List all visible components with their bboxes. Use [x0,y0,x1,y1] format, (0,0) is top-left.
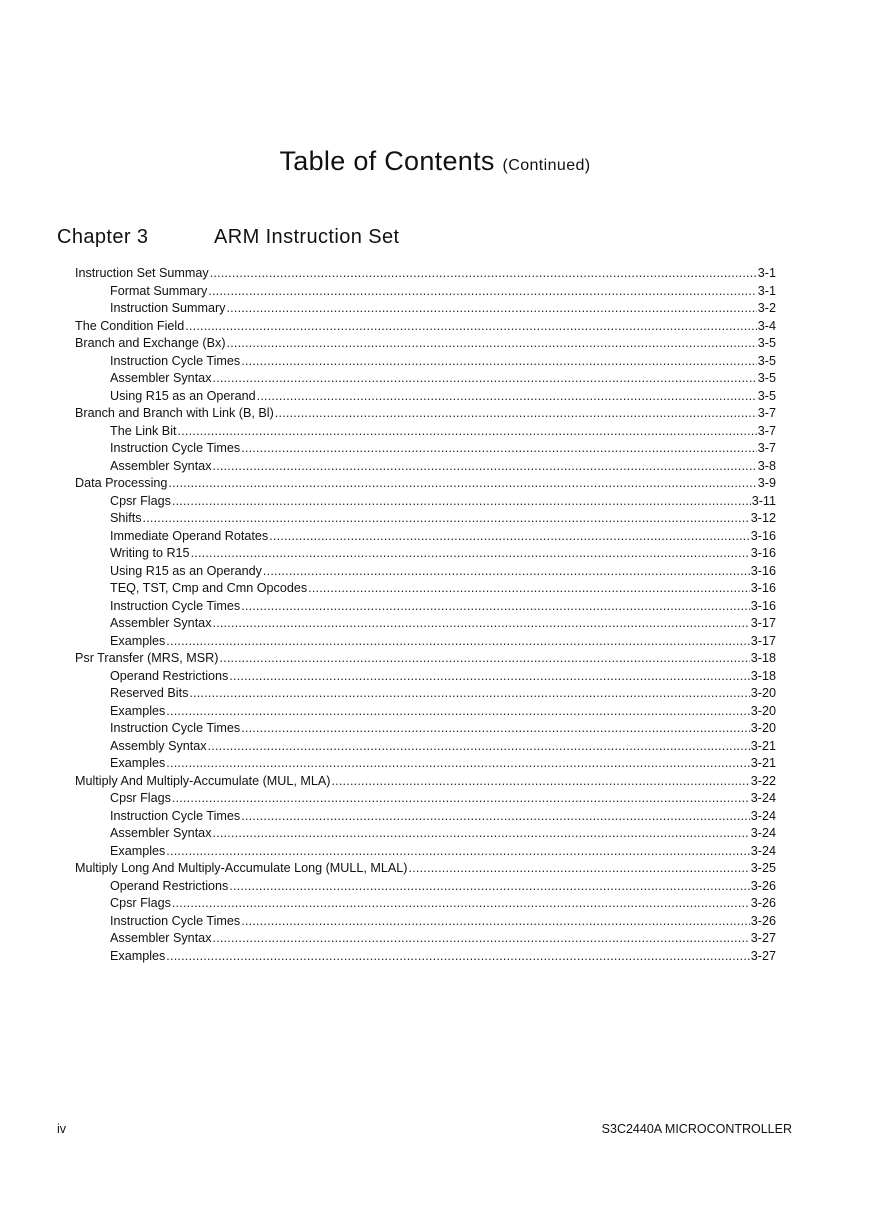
toc-entry[interactable] [75,510,776,528]
toc-entry-title: Instruction Cycle Times [110,353,241,368]
toc-entry-title: Instruction Summary [110,301,226,315]
toc-entry[interactable] [75,563,776,581]
toc-dot-leader [331,773,749,791]
toc-dot-leader [226,300,756,318]
toc-entry[interactable] [75,615,776,633]
toc-entry-title: Instruction Cycle Times [110,721,241,735]
toc-entry[interactable] [75,528,776,546]
toc-dot-leader [409,860,750,878]
toc-entry[interactable] [75,388,776,406]
toc-dot-leader [241,353,757,371]
toc-entry-page: 3-16 [750,563,776,578]
toc-entry-title: Instruction Cycle Times [110,808,241,823]
toc-entry-title: Multiply Long And Multiply-Accumulate Long (MULL, MLAL) [75,861,408,875]
toc-entry[interactable] [75,773,776,791]
toc-entry-page: 3-20 [750,686,776,700]
toc-dot-leader [166,633,749,651]
toc-entry-title: Assembly Syntax [110,738,207,753]
toc-entry-page: 3-5 [757,388,776,403]
toc-entry-title: Format Summary [110,283,208,298]
toc-entry[interactable] [75,685,776,703]
toc-dot-leader [166,843,749,861]
toc-entry[interactable] [75,755,776,773]
toc-entry[interactable] [75,948,776,966]
toc-dot-leader [213,370,757,388]
toc-dot-leader [185,318,757,336]
toc-entry-title: Instruction Cycle Times [110,913,241,928]
toc-entry-title: Examples [110,843,166,858]
toc-entry-page: 3-26 [750,878,776,893]
toc-dot-leader [166,703,749,721]
toc-dot-leader [210,265,757,283]
toc-entry-title: Assembler Syntax [110,371,212,385]
toc-entry-page: 3-24 [750,808,776,823]
page-title-suffix: (Continued) [502,157,591,174]
toc-entry[interactable] [75,370,776,388]
toc-dot-leader [275,405,757,423]
toc-entry-title: Examples [110,756,166,770]
toc-entry-title: Psr Transfer (MRS, MSR) [75,651,219,665]
footer-page-number: iv [57,1122,67,1136]
toc-entry[interactable] [75,598,776,616]
toc-dot-leader [208,283,757,301]
toc-list [75,265,776,965]
toc-entry[interactable] [75,668,776,686]
toc-dot-leader [229,878,749,896]
toc-dot-leader [227,335,757,353]
toc-entry-page: 3-26 [750,913,776,928]
toc-entry[interactable] [75,825,776,843]
toc-dot-leader [213,458,757,476]
toc-entry-page: 3-9 [757,476,776,490]
toc-dot-leader [191,545,750,563]
toc-entry-page: 3-8 [757,458,776,473]
toc-entry-page: 3-21 [750,738,776,753]
toc-dot-leader [308,580,750,598]
toc-entry[interactable] [75,423,776,441]
toc-dot-leader [143,510,750,528]
toc-entry-title: Branch and Branch with Link (B, Bl) [75,406,274,420]
toc-entry[interactable] [75,913,776,931]
toc-entry-page: 3-5 [757,353,776,368]
toc-entry[interactable] [75,440,776,458]
toc-entry-page: 3-7 [757,406,776,420]
toc-dot-leader [241,913,750,931]
toc-entry-title: Examples [110,703,166,718]
toc-dot-leader [168,475,756,493]
toc-entry-title: Assembler Syntax [110,931,212,945]
toc-entry[interactable] [75,475,776,493]
toc-entry-page: 3-21 [750,756,776,770]
toc-entry[interactable] [75,930,776,948]
toc-dot-leader [241,808,750,826]
toc-dot-leader [213,615,750,633]
toc-entry-title: Examples [110,948,166,963]
toc-entry[interactable] [75,580,776,598]
toc-dot-leader [172,790,750,808]
toc-entry[interactable] [75,633,776,651]
toc-dot-leader [219,650,749,668]
toc-entry-page: 3-1 [757,266,776,280]
toc-entry-title: Assembler Syntax [110,826,212,840]
toc-entry-page: 3-11 [751,493,776,508]
toc-entry-title: Shifts [110,511,142,525]
chapter-heading [57,226,399,249]
toc-entry-title: Multiply And Multiply-Accumulate (MUL, MLA) [75,773,331,788]
toc-entry-title: Reserved Bits [110,686,189,700]
toc-entry-page: 3-5 [757,371,776,385]
toc-entry-title: Branch and Exchange (Bx) [75,336,226,350]
toc-entry[interactable] [75,283,776,301]
toc-entry-page: 3-24 [750,843,776,858]
toc-entry-title: Instruction Cycle Times [110,441,241,455]
toc-dot-leader [241,720,750,738]
toc-entry-page: 3-4 [757,318,776,333]
toc-dot-leader [172,895,750,913]
toc-entry-title: The Link Bit [110,423,177,438]
toc-dot-leader [241,440,757,458]
toc-entry-page: 3-16 [750,546,776,560]
toc-dot-leader [178,423,757,441]
page-title-main: Table of Contents [279,146,495,176]
toc-entry-page: 3-1 [757,283,776,298]
toc-entry-title: Operand Restrictions [110,878,229,893]
toc-dot-leader [269,528,750,546]
toc-entry-page: 3-18 [750,651,776,665]
toc-entry[interactable] [75,808,776,826]
toc-entry-title: Immediate Operand Rotates [110,528,269,543]
toc-entry-title: Data Processing [75,476,168,490]
toc-dot-leader [189,685,749,703]
toc-entry[interactable] [75,878,776,896]
toc-entry-title: Cpsr Flags [110,896,171,910]
toc-entry[interactable] [75,843,776,861]
toc-entry-page: 3-16 [750,581,776,595]
toc-entry-title: Instruction Cycle Times [110,598,241,613]
toc-entry-title: Operand Restrictions [110,668,229,683]
toc-entry-page: 3-24 [750,826,776,840]
toc-entry-title: Assembler Syntax [110,458,212,473]
toc-entry-page: 3-7 [757,441,776,455]
toc-dot-leader [208,738,750,756]
toc-dot-leader [166,948,749,966]
toc-entry[interactable] [75,790,776,808]
toc-entry-title: Instruction Set Summay [75,266,209,280]
toc-dot-leader [213,825,750,843]
toc-entry-title: Using R15 as an Operand [110,388,256,403]
toc-entry-page: 3-22 [750,773,776,788]
toc-entry-page: 3-27 [750,948,776,963]
toc-entry-title: The Condition Field [75,318,185,333]
toc-dot-leader [213,930,750,948]
toc-entry[interactable] [75,405,776,423]
chapter-label: Chapter 3 [57,226,149,248]
toc-entry-page: 3-17 [750,616,776,630]
toc-entry-page: 3-27 [750,931,776,945]
toc-entry[interactable] [75,265,776,283]
toc-entry-page: 3-20 [750,721,776,735]
toc-entry-page: 3-5 [757,336,776,350]
toc-entry-page: 3-7 [757,423,776,438]
chapter-name: ARM Instruction Set [214,226,400,248]
toc-entry-page: 3-24 [750,791,776,805]
toc-dot-leader [241,598,750,616]
toc-entry-page: 3-17 [750,633,776,648]
toc-dot-leader [172,493,751,511]
toc-entry-title: Using R15 as an Operandy [110,563,262,578]
toc-dot-leader [257,388,757,406]
toc-entry[interactable] [75,493,776,511]
toc-entry[interactable] [75,720,776,738]
toc-entry[interactable] [75,353,776,371]
footer-product-name: S3C2440A MICROCONTROLLER [601,1122,792,1136]
toc-entry[interactable] [75,318,776,336]
toc-entry-page: 3-18 [750,668,776,683]
toc-entry[interactable] [75,703,776,721]
toc-entry[interactable] [75,300,776,318]
toc-entry-page: 3-16 [750,598,776,613]
toc-entry[interactable] [75,860,776,878]
toc-entry[interactable] [75,650,776,668]
toc-entry-title: Cpsr Flags [110,493,171,508]
toc-entry[interactable] [75,335,776,353]
toc-entry[interactable] [75,738,776,756]
toc-entry-page: 3-26 [750,896,776,910]
toc-entry-page: 3-25 [750,861,776,875]
toc-entry-page: 3-12 [750,511,776,525]
toc-entry-title: TEQ, TST, Cmp and Cmn Opcodes [110,581,308,595]
page-title [0,146,870,177]
toc-entry-title: Examples [110,633,166,648]
toc-entry-page: 3-16 [750,528,776,543]
toc-entry-title: Assembler Syntax [110,616,212,630]
toc-dot-leader [229,668,749,686]
toc-entry-title: Writing to R15 [110,546,190,560]
toc-dot-leader [166,755,749,773]
toc-entry-page: 3-20 [750,703,776,718]
toc-entry-title: Cpsr Flags [110,791,171,805]
toc-entry-page: 3-2 [757,301,776,315]
toc-entry[interactable] [75,895,776,913]
toc-dot-leader [263,563,750,581]
toc-entry[interactable] [75,458,776,476]
toc-entry[interactable] [75,545,776,563]
